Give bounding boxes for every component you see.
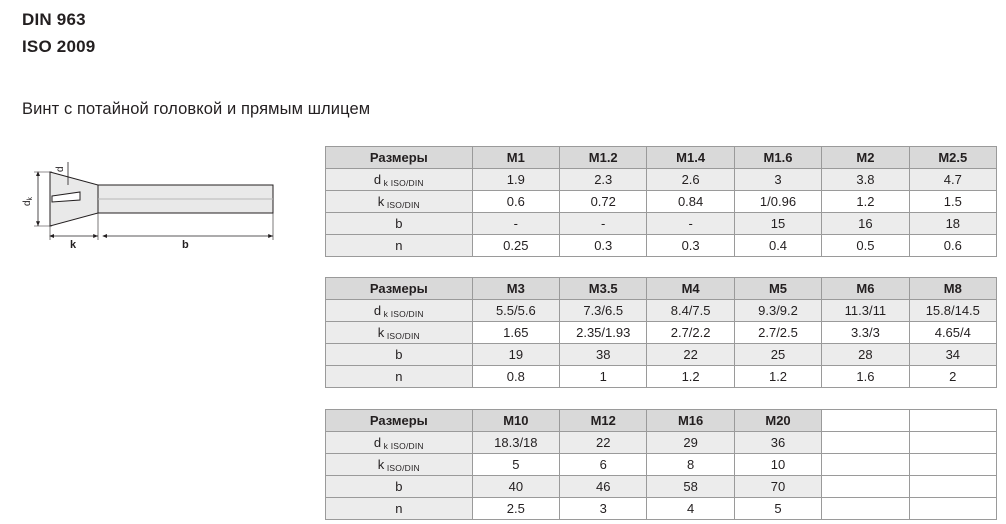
table-cell: 8.4/7.5 [647,300,734,322]
table-cell: 15.8/14.5 [909,300,996,322]
table-header-size: M1.2 [560,147,647,169]
table-header-size: M1 [472,147,559,169]
table-cell: 2.35/1.93 [560,322,647,344]
table-cell: 22 [647,344,734,366]
table-cell: 1/0.96 [734,191,821,213]
table-row-label: n [326,366,473,388]
svg-text:d: d [55,166,66,172]
standard-iso-title: ISO 2009 [22,37,96,56]
table-header-size [822,410,909,432]
table-cell: 0.6 [472,191,559,213]
table-cell: 25 [734,344,821,366]
table-header-size: M6 [822,278,909,300]
table-cell: 19 [472,344,559,366]
table-cell: 1.2 [647,366,734,388]
standard-din-title: DIN 963 [22,10,86,29]
table-cell: 2.6 [647,169,734,191]
table-cell: 3 [734,169,821,191]
table-cell: 0.5 [822,235,909,257]
table-header-size: M4 [647,278,734,300]
table-cell: 9.3/9.2 [734,300,821,322]
table-cell: 18 [909,213,996,235]
table-cell: 15 [734,213,821,235]
table-row-label: n [326,235,473,257]
table-cell: 34 [909,344,996,366]
table-cell: 2 [909,366,996,388]
table-header-label: Размеры [326,147,473,169]
table-row-label: k ISO/DIN [326,191,473,213]
table-header-row [326,147,997,169]
table-row [326,322,997,344]
table-header-size: M2 [822,147,909,169]
table-cell: 38 [560,344,647,366]
table-cell: 6 [560,454,647,476]
table-cell: 7.3/6.5 [560,300,647,322]
svg-text:k: k [70,239,77,250]
table-row [326,432,997,454]
table-cell: 8 [647,454,734,476]
table-row [326,366,997,388]
dimensions-table-1 [325,146,997,257]
table-cell: - [647,213,734,235]
table-cell: 70 [734,476,821,498]
table-cell: 2.3 [560,169,647,191]
table-cell: 5.5/5.6 [472,300,559,322]
table-cell: 3.3/3 [822,322,909,344]
table-header-size: M5 [734,278,821,300]
table-row [326,235,997,257]
table-row [326,344,997,366]
table-cell [822,432,909,454]
table-row-label: d k ISO/DIN [326,300,473,322]
table-header-row [326,410,997,432]
table-header-size: M12 [560,410,647,432]
table-header-size [909,410,996,432]
table-cell: 58 [647,476,734,498]
table-header-size: M3.5 [560,278,647,300]
table-row-label: k ISO/DIN [326,322,473,344]
screw-technical-drawing [8,140,308,250]
table-cell: 3.8 [822,169,909,191]
table-cell: 0.8 [472,366,559,388]
table-cell: 5 [734,498,821,520]
table-cell: 0.4 [734,235,821,257]
table-cell: 0.84 [647,191,734,213]
dimensions-table-3 [325,409,997,520]
table-header-size: M16 [647,410,734,432]
table-cell: 1.5 [909,191,996,213]
table-cell: 3 [560,498,647,520]
table-cell [822,476,909,498]
table-row [326,191,997,213]
table-cell: - [560,213,647,235]
table-cell: 4.65/4 [909,322,996,344]
table-cell [822,454,909,476]
dimensions-table-2 [325,277,997,388]
table-header-size: M2.5 [909,147,996,169]
table-cell: 1.9 [472,169,559,191]
table-cell: 0.3 [560,235,647,257]
table-row-label: k ISO/DIN [326,454,473,476]
table-cell: 4 [647,498,734,520]
table-row [326,498,997,520]
table-header-label: Размеры [326,278,473,300]
table-cell: 28 [822,344,909,366]
table-cell: 1.2 [734,366,821,388]
table-header-label: Размеры [326,410,473,432]
table-cell: 18.3/18 [472,432,559,454]
table-row [326,169,997,191]
table-header-size: M3 [472,278,559,300]
table-row-label: d k ISO/DIN [326,432,473,454]
table-row [326,454,997,476]
table-cell: 1.65 [472,322,559,344]
table-header-size: M1.6 [734,147,821,169]
table-cell [909,476,996,498]
table-header-row [326,278,997,300]
table-cell: - [472,213,559,235]
table-cell: 36 [734,432,821,454]
table-cell: 0.72 [560,191,647,213]
table-row [326,213,997,235]
table-header-size: M1.4 [647,147,734,169]
table-cell: 0.25 [472,235,559,257]
table-row-label: d k ISO/DIN [326,169,473,191]
table-row [326,300,997,322]
table-cell: 1.6 [822,366,909,388]
table-cell: 0.3 [647,235,734,257]
svg-text:b: b [182,239,189,250]
table-cell: 46 [560,476,647,498]
table-cell: 11.3/11 [822,300,909,322]
svg-text:dk: $d_k$ [22,196,34,206]
table-cell: 1 [560,366,647,388]
table-cell: 4.7 [909,169,996,191]
table-row-label: b [326,213,473,235]
table-cell [822,498,909,520]
table-row-label: b [326,476,473,498]
table-cell: 10 [734,454,821,476]
table-cell: 2.7/2.5 [734,322,821,344]
table-cell: 16 [822,213,909,235]
table-row [326,476,997,498]
table-cell: 0.6 [909,235,996,257]
table-cell [909,454,996,476]
table-cell: 2.5 [472,498,559,520]
table-header-size: M8 [909,278,996,300]
table-cell: 5 [472,454,559,476]
table-header-size: M20 [734,410,821,432]
table-row-label: n [326,498,473,520]
product-description: Винт с потайной головкой и прямым шлицем [22,100,371,118]
table-cell: 22 [560,432,647,454]
table-row-label: b [326,344,473,366]
table-header-size: M10 [472,410,559,432]
table-cell: 40 [472,476,559,498]
table-cell [909,498,996,520]
table-cell: 1.2 [822,191,909,213]
table-cell [909,432,996,454]
table-cell: 2.7/2.2 [647,322,734,344]
table-cell: 29 [647,432,734,454]
